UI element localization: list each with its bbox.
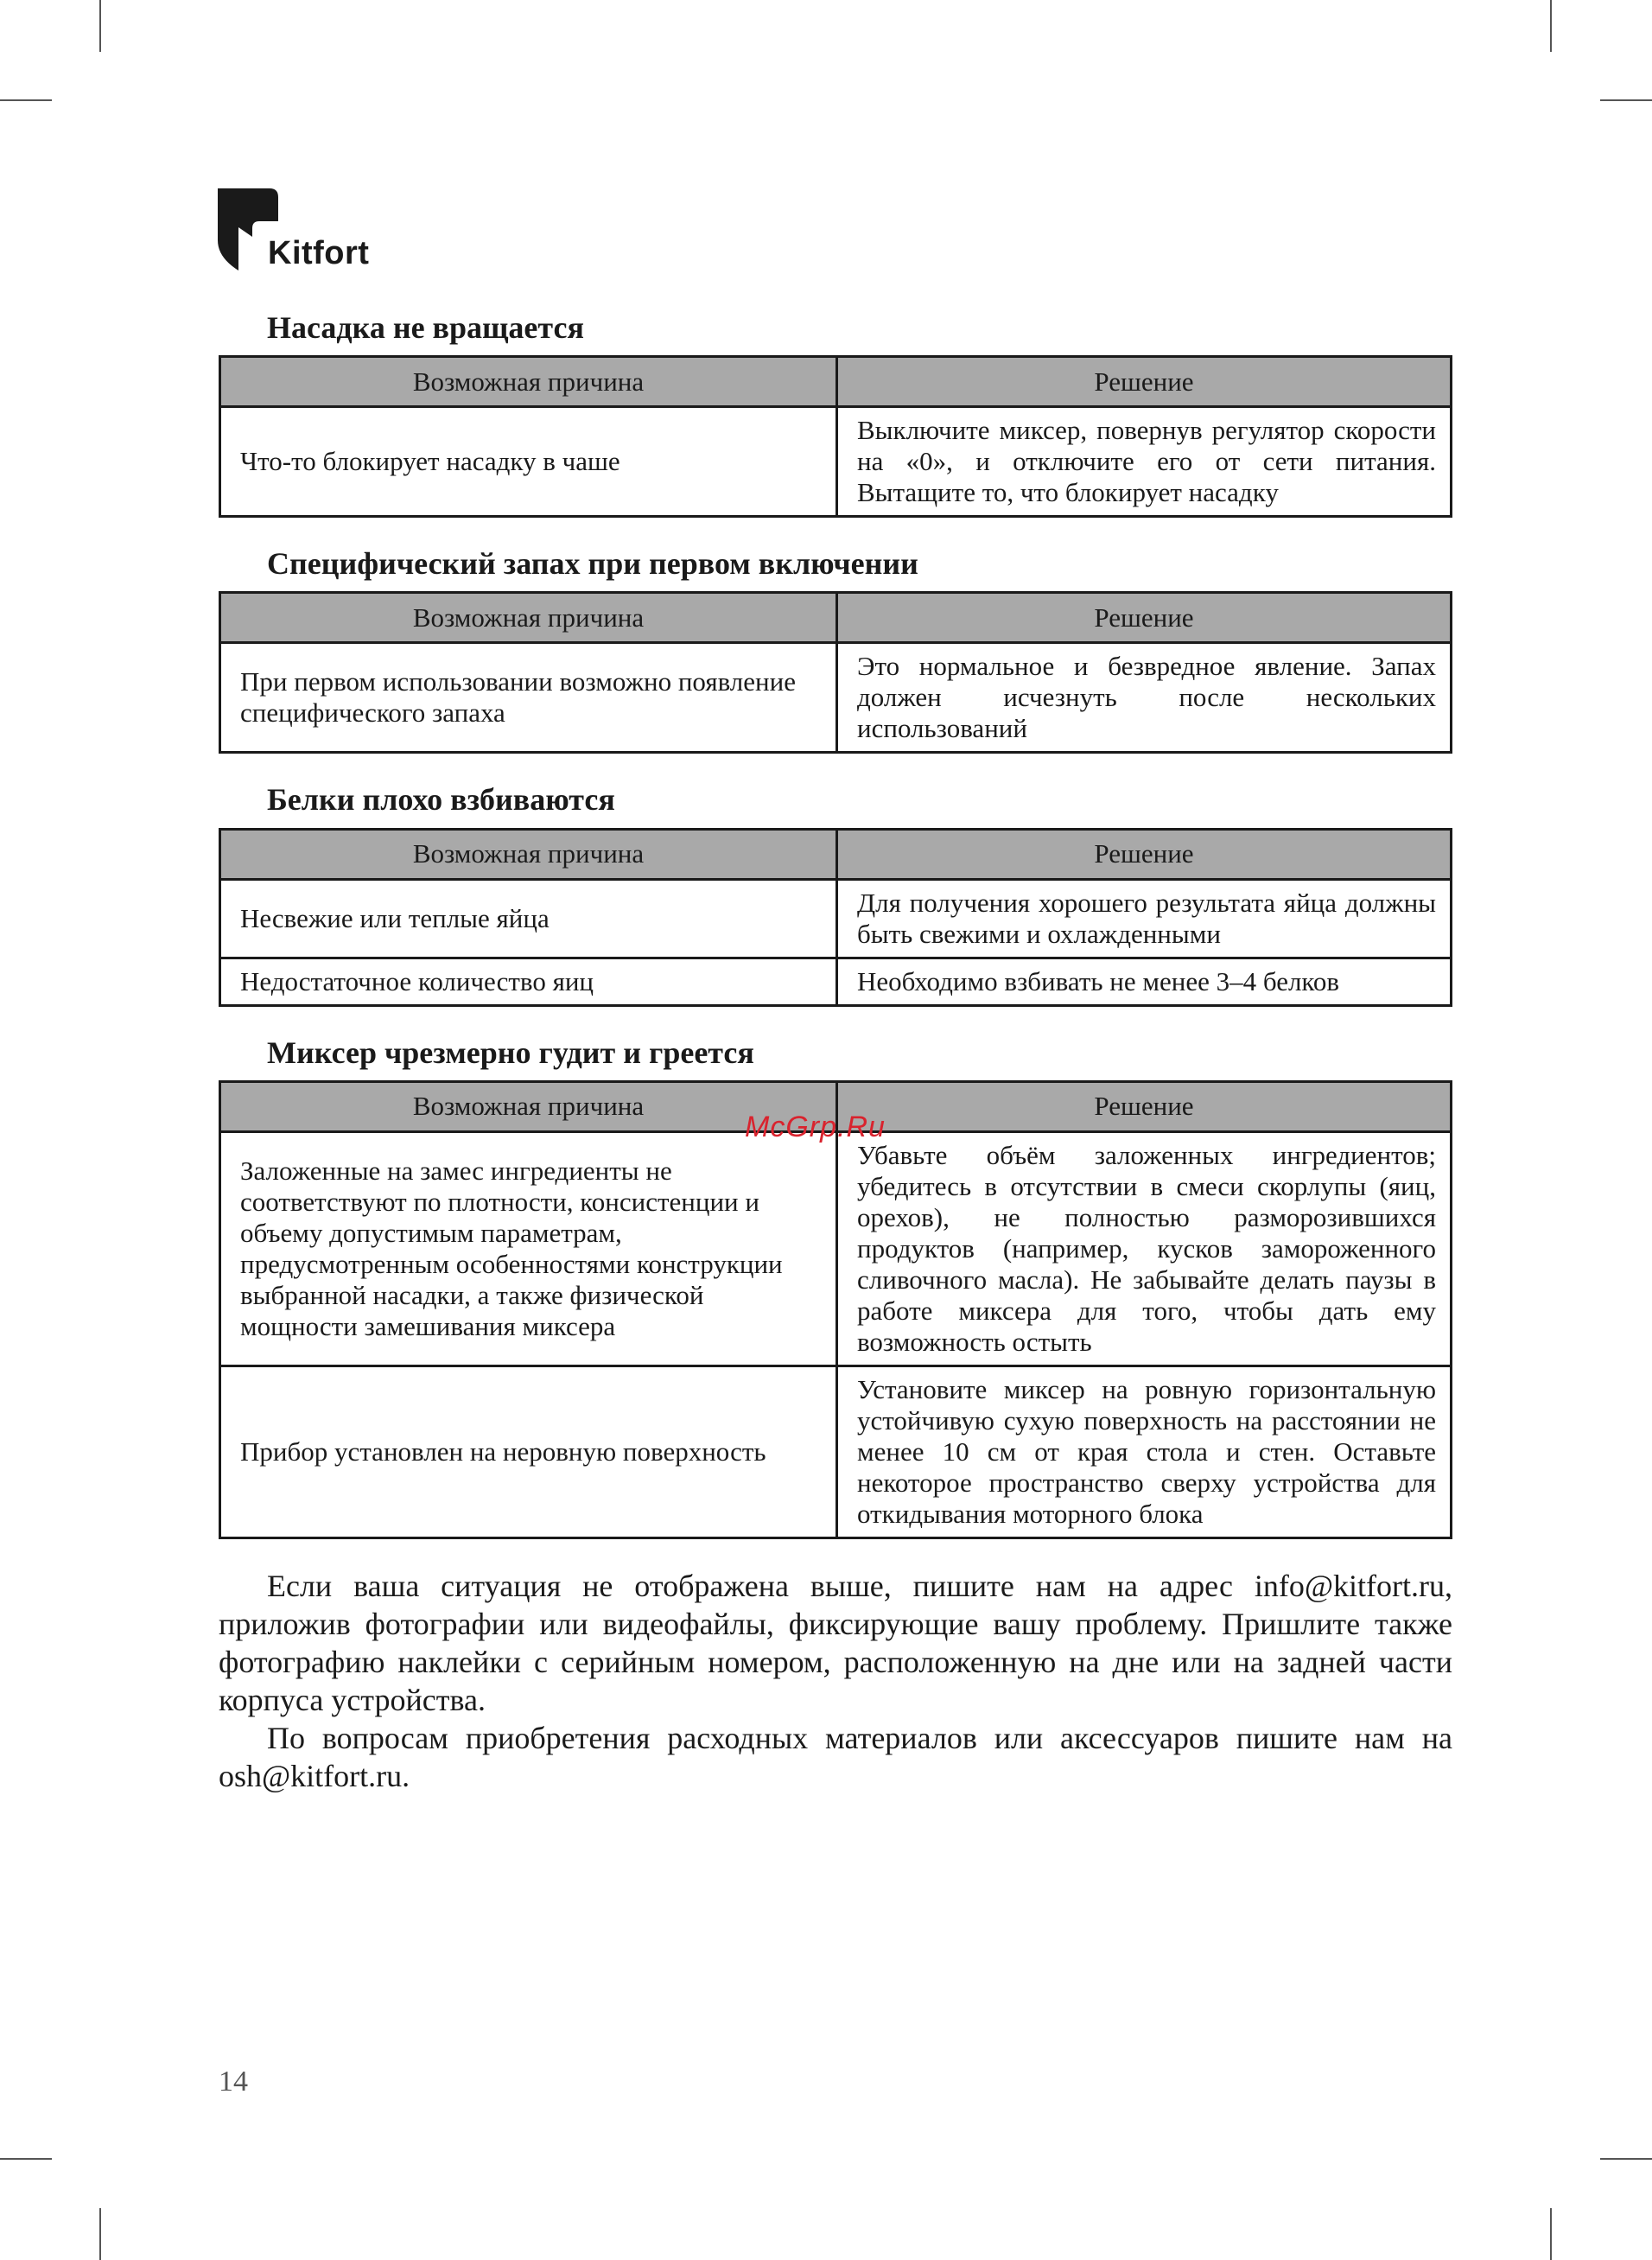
crop-mark xyxy=(99,0,101,52)
table-header-row xyxy=(220,593,1452,643)
brand-logo xyxy=(218,188,382,275)
table-row xyxy=(220,958,1452,1005)
troubleshooting-table xyxy=(219,591,1452,754)
table-row xyxy=(220,1366,1452,1537)
body-paragraph: Если ваша ситуация не отображена выше, пишите нам на адрес info@kitfort.ru, приложив фотографии или видеофайлы, фиксирующие вашу проблему. Пришлите также фотографию наклейки с серийным номером, расположенную на дне или на задней части корпуса устройства. xyxy=(219,1568,1452,1717)
header-cause: Возможная причина xyxy=(220,829,837,879)
section-title: Специфический запах при первом включении xyxy=(267,546,918,582)
header-solution: Решение xyxy=(837,1081,1452,1131)
body-paragraph: По вопросам приобретения расходных материалов или аксессуаров пишите нам на osh@kitfort.ru. xyxy=(219,1720,1452,1793)
table-header-row xyxy=(220,357,1452,407)
crop-mark xyxy=(1600,2158,1652,2160)
cause-cell: Недостаточное количество яиц xyxy=(220,958,837,1005)
header-solution: Решение xyxy=(837,593,1452,643)
solution-cell: Необходимо взбивать не менее 3–4 белков xyxy=(837,958,1452,1005)
table-header-row xyxy=(220,829,1452,879)
cause-cell: Заложенные на замес ингредиенты не соответствуют по плотности, консистенции и объему допустимым параметрам, предусмотренным особенностями конструкции выбранной насадки, а также физической мощности замешивания миксера xyxy=(220,1131,837,1366)
cause-cell: Прибор установлен на неровную поверхность xyxy=(220,1366,837,1537)
header-solution: Решение xyxy=(837,357,1452,407)
cause-cell: Несвежие или теплые яйца xyxy=(220,879,837,958)
crop-mark xyxy=(1600,99,1652,101)
cause-cell: При первом использовании возможно появление специфического запаха xyxy=(220,643,837,753)
crop-mark xyxy=(1550,2208,1552,2260)
header-cause: Возможная причина xyxy=(220,357,837,407)
solution-cell: Для получения хорошего результата яйца должны быть свежими и охлажденными xyxy=(837,879,1452,958)
brand-name: Kitfort xyxy=(268,235,370,271)
section-title: Миксер чрезмерно гудит и греется xyxy=(267,1035,754,1070)
section-title: Белки плохо взбиваются xyxy=(267,782,615,818)
header-solution: Решение xyxy=(837,829,1452,879)
table-row xyxy=(220,643,1452,753)
table-row xyxy=(220,407,1452,517)
troubleshooting-table xyxy=(219,1080,1452,1539)
troubleshooting-table xyxy=(219,355,1452,518)
header-cause: Возможная причина xyxy=(220,593,837,643)
page-number: 14 xyxy=(219,2066,248,2098)
solution-cell: Установите миксер на ровную горизонтальную устойчивую сухую поверхность на расстоянии не менее 10 см от края стола и стен. Оставьте некоторое пространство сверху устройства для откидывания моторного блока xyxy=(837,1366,1452,1537)
solution-cell: Выключите миксер, повернув регулятор скорости на «0», и отключите его от сети питания. Вытащите то, что блокирует насадку xyxy=(837,407,1452,517)
cause-cell: Что-то блокирует насадку в чаше xyxy=(220,407,837,517)
crop-mark xyxy=(99,2208,101,2260)
section-title: Насадка не вращается xyxy=(267,310,584,345)
troubleshooting-table xyxy=(219,828,1452,1007)
crop-mark xyxy=(0,99,52,101)
page-content xyxy=(219,301,1452,1795)
header-cause: Возможная причина xyxy=(220,1081,837,1131)
table-row xyxy=(220,879,1452,958)
crop-mark xyxy=(0,2158,52,2160)
solution-cell: Это нормальное и безвредное явление. Запах должен исчезнуть после нескольких использований xyxy=(837,643,1452,753)
crop-mark xyxy=(1550,0,1552,52)
watermark: McGrp.Ru xyxy=(745,1111,886,1143)
table-row xyxy=(220,1131,1452,1366)
solution-cell: Убавьте объём заложенных ингредиентов; убедитесь в отсутствии в смеси скорлупы (яиц, орехов), не полностью разморозившихся продуктов (например, кусков замороженного сливочного масла). Не забывайте делать паузы в работе миксера для того, чтобы дать ему возможность остыть xyxy=(837,1131,1452,1366)
